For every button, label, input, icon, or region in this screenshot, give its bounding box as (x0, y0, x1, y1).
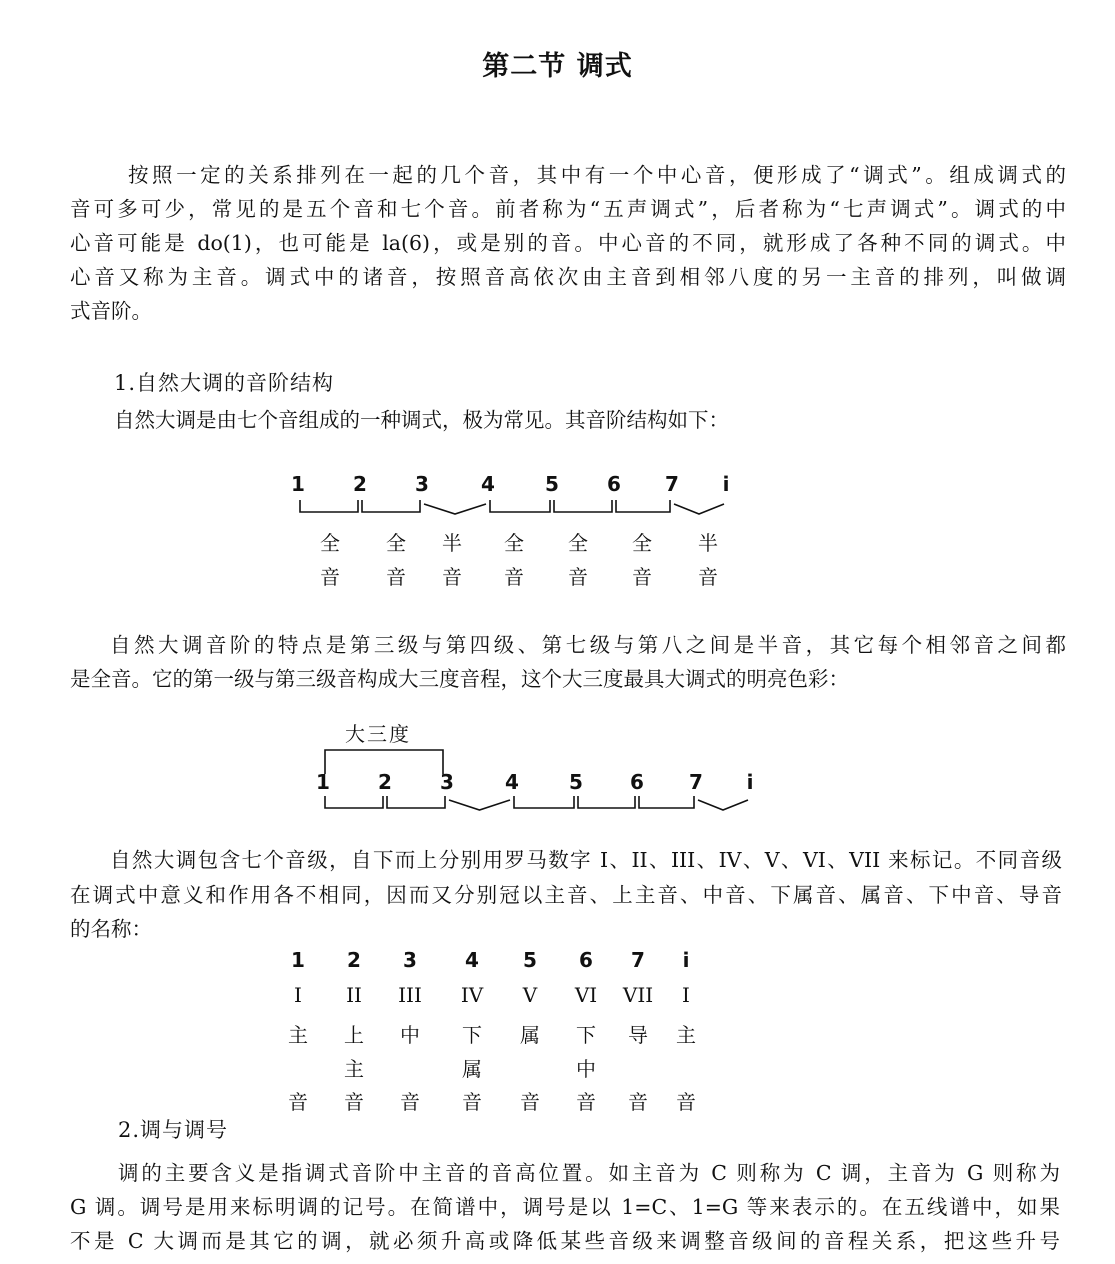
scale-note: 4 (481, 472, 495, 496)
degree-name-3: 音 (400, 1090, 420, 1114)
intro-line-2: 音可多可少，常见的是五个音和七个音。前者称为“五声调式”，后者称为“七声调式”。调式的中 (70, 197, 1066, 221)
scale1-whole-step (554, 500, 612, 512)
degree-name-2: 中 (576, 1057, 596, 1081)
step-label-bottom: 音 (320, 565, 340, 589)
section1-para-line-1: 自然大调音阶的特点是第三级与第四级、第七级与第八之间是半音，其它每个相邻音之间都 (110, 633, 1066, 657)
degree-name-2: 属 (462, 1057, 482, 1081)
degree-name-1: 中 (400, 1023, 420, 1047)
degree-roman: I (294, 983, 302, 1007)
degree-note: 5 (523, 948, 537, 972)
degree-name-3: 音 (288, 1090, 308, 1114)
scale-note: i̇ (722, 472, 730, 496)
section2-line-1: 调的主要含义是指调式音阶中主音的音高位置。如主音为 C 则称为 C 调，主音为 G 则称为 (118, 1161, 1060, 1185)
scale2-whole-step (325, 796, 383, 808)
scale2-note: 4 (505, 770, 519, 794)
degree-name-3: 音 (676, 1090, 696, 1114)
degree-name-1: 主 (288, 1023, 308, 1047)
scale1-whole-step (300, 500, 358, 512)
scale2-note: 5 (569, 770, 583, 794)
degree-name-3: 音 (344, 1090, 364, 1114)
scale-note: 2 (353, 472, 367, 496)
scale2-note: 3 (440, 770, 454, 794)
section2-line-3: 不是 C 大调而是其它的调，就必须升高或降低某些音级来调整音级间的音程关系，把这些升号 (70, 1229, 1060, 1253)
scale2-note: 2 (378, 770, 392, 794)
step-label-top: 全 (568, 531, 588, 555)
step-label-bottom: 音 (632, 565, 652, 589)
degree-note: 2 (347, 948, 361, 972)
intro-line-5: 式音阶。 (70, 299, 152, 323)
scale2-note: i̇ (746, 770, 754, 794)
step-label-top: 半 (698, 531, 718, 555)
scale2-note: 7 (689, 770, 703, 794)
step-label-bottom: 音 (442, 565, 462, 589)
intro-line-1: 按照一定的关系排列在一起的几个音，其中有一个中心音，便形成了“调式”。组成调式的 (128, 163, 1066, 187)
scale2-half-step (698, 800, 748, 810)
scale2-whole-step (387, 796, 445, 808)
page-title: 第二节 调式 (482, 51, 633, 82)
degree-note: i̇ (682, 948, 690, 972)
degree-roman: II (346, 983, 362, 1007)
degree-name-3: 音 (576, 1090, 596, 1114)
step-label-top: 全 (386, 531, 406, 555)
major-third-bracket (325, 750, 443, 774)
scale2-note: 6 (630, 770, 644, 794)
scale2-whole-step (514, 796, 574, 808)
degree-name-1: 下 (576, 1023, 596, 1047)
scale1-whole-step (616, 500, 670, 512)
step-label-top: 全 (320, 531, 340, 555)
step-label-bottom: 音 (568, 565, 588, 589)
scale2-whole-step (639, 796, 694, 808)
degree-note: 4 (465, 948, 479, 972)
scale2-half-step (449, 800, 510, 810)
step-label-top: 半 (442, 531, 462, 555)
scale1-whole-step (362, 500, 420, 512)
step-label-top: 全 (632, 531, 652, 555)
degree-name-1: 导 (628, 1023, 648, 1047)
degree-roman: VII (622, 983, 654, 1007)
degree-roman: III (398, 983, 422, 1007)
degree-name-1: 上 (344, 1023, 364, 1047)
degree-name-3: 音 (520, 1090, 540, 1114)
degree-note: 1 (291, 948, 305, 972)
step-label-bottom: 音 (386, 565, 406, 589)
step-label-bottom: 音 (698, 565, 718, 589)
scale-note: 5 (545, 472, 559, 496)
scale1-half-step (424, 504, 486, 514)
intro-line-4: 心音又称为主音。调式中的诸音，按照音高依次由主音到相邻八度的另一主音的排列，叫做调 (70, 265, 1066, 289)
section1-desc: 自然大调是由七个音组成的一种调式，极为常见。其音阶结构如下： (114, 408, 729, 432)
step-label-bottom: 音 (504, 565, 524, 589)
scale-note: 7 (665, 472, 679, 496)
degree-note: 6 (579, 948, 593, 972)
scale-note: 1 (291, 472, 305, 496)
degree-note: 7 (631, 948, 645, 972)
degrees-line-2: 在调式中意义和作用各不相同，因而又分别冠以主音、上主音、中音、下属音、属音、下中音、导音 (70, 883, 1062, 907)
degrees-line-1: 自然大调包含七个音级，自下而上分别用罗马数字 I、II、III、IV、V、VI、VII 来标记。不同音级 (110, 848, 1062, 872)
degree-name-3: 音 (628, 1090, 648, 1114)
scale2-whole-step (578, 796, 635, 808)
degree-roman: I (682, 983, 690, 1007)
section1-para-line-2: 是全音。它的第一级与第三级音构成大三度音程，这个大三度最具大调式的明亮色彩： (70, 667, 849, 691)
section1-heading: 1.自然大调的音阶结构 (114, 371, 335, 395)
interval-label: 大三度 (345, 722, 411, 746)
degree-roman: V (522, 983, 538, 1007)
degree-name-1: 下 (462, 1023, 482, 1047)
intro-line-3: 心音可能是 do(1)，也可能是 la(6)，或是别的音。中心音的不同，就形成了各种不同的调式。中 (70, 231, 1066, 255)
degrees-line-3: 的名称： (70, 917, 152, 941)
degree-roman: VI (574, 983, 598, 1007)
section2-line-2: G 调。调号是用来标明调的记号。在简谱中，调号是以 1=C、1=G 等来表示的。在五线谱中，如果 (70, 1195, 1060, 1219)
scale1-whole-step (490, 500, 550, 512)
step-label-top: 全 (504, 531, 524, 555)
degree-name-2: 主 (344, 1057, 364, 1081)
degree-roman: IV (460, 983, 484, 1007)
degree-note: 3 (403, 948, 417, 972)
section2-heading: 2.调与调号 (118, 1118, 229, 1142)
scale-note: 3 (415, 472, 429, 496)
scale2-note: 1 (316, 770, 330, 794)
degree-name-1: 属 (520, 1023, 540, 1047)
scale-note: 6 (607, 472, 621, 496)
degree-name-1: 主 (676, 1023, 696, 1047)
degree-name-3: 音 (462, 1090, 482, 1114)
scale1-half-step (674, 504, 724, 514)
